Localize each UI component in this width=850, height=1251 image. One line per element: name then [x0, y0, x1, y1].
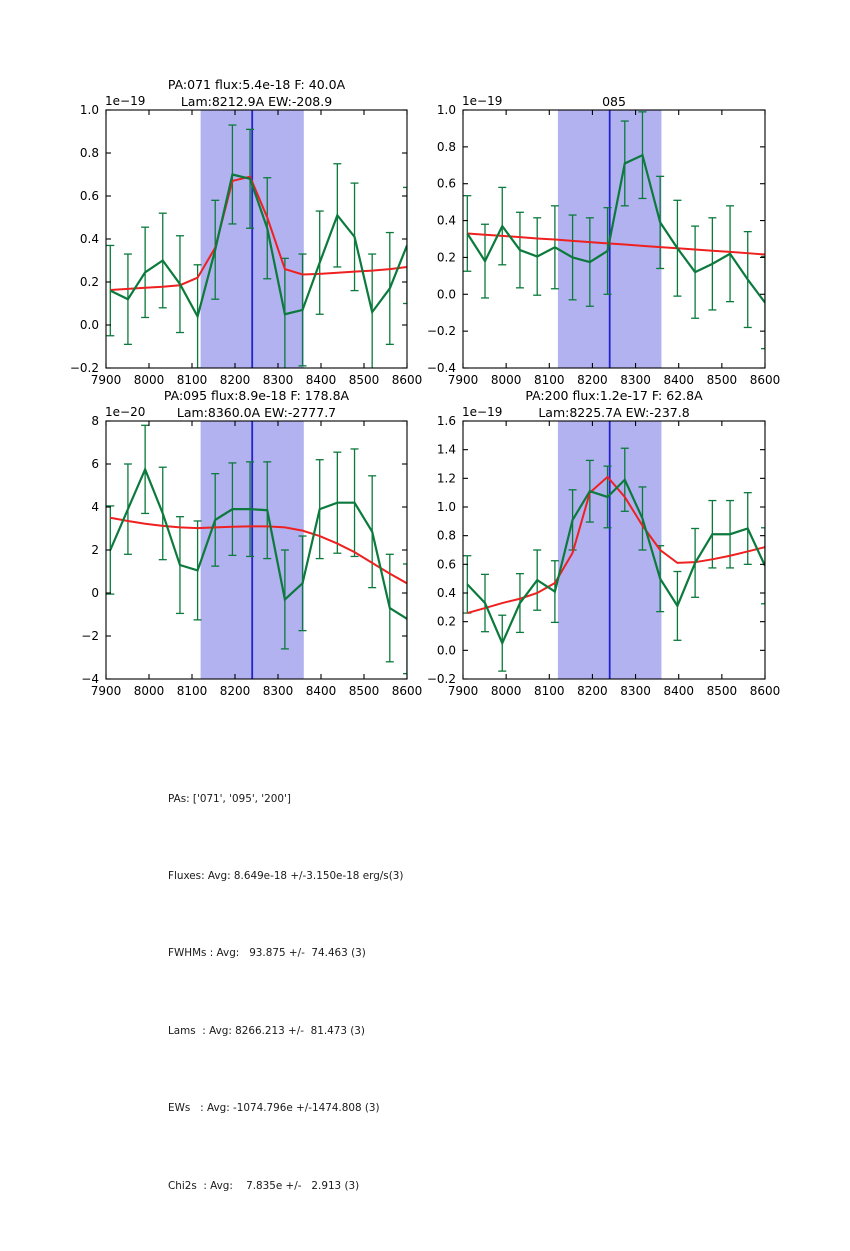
x-tick-label: 8100 [534, 684, 565, 698]
y-tick-label: 1.0 [79, 103, 99, 117]
y-tick-label: 0.2 [79, 275, 99, 289]
x-tick-label: 8200 [219, 684, 251, 698]
x-tick-label: 8500 [348, 684, 380, 698]
axis-offset-label: 1e−19 [462, 405, 503, 419]
stats-line-fluxes: Fluxes: Avg: 8.649e-18 +/-3.150e-18 erg/s(3) [168, 869, 404, 882]
y-tick-label: 4 [91, 500, 99, 514]
x-tick-label: 8200 [577, 684, 608, 698]
y-tick-label: 0.6 [436, 176, 456, 191]
y-tick-label: −2 [81, 629, 99, 643]
y-tick-label: 0.4 [436, 213, 456, 228]
x-tick-label: 8000 [133, 684, 165, 698]
plot-title-line: PA:200 flux:1.2e-17 F: 62.8A [525, 388, 703, 403]
axis-offset-label: 1e−19 [105, 94, 146, 108]
x-tick-label: 8600 [749, 373, 781, 387]
y-tick-label: 2 [91, 543, 99, 557]
y-tick-label: −0.4 [426, 361, 456, 375]
x-tick-label: 8600 [391, 684, 423, 698]
subplot-1 [427, 94, 780, 387]
subplot-3 [427, 388, 780, 698]
x-tick-label: 8000 [490, 373, 522, 387]
x-tick-label: 8500 [706, 373, 738, 387]
x-tick-label: 8100 [176, 373, 208, 387]
y-tick-label: 0.8 [436, 528, 456, 543]
x-tick-label: 8400 [663, 684, 694, 698]
y-tick-label: −0.2 [426, 324, 456, 339]
y-tick-label: 0.0 [436, 643, 456, 658]
x-tick-label: 8300 [262, 373, 294, 387]
axis-offset-label: 1e−20 [105, 405, 146, 419]
x-tick-label: 8600 [391, 373, 423, 387]
x-tick-label: 8300 [620, 373, 651, 387]
y-tick-label: 0.4 [79, 232, 99, 246]
y-tick-label: 0.0 [436, 287, 456, 302]
x-tick-label: 7900 [90, 373, 122, 387]
plot-title-line: Lam:8360.0A EW:-2777.7 [176, 405, 337, 420]
y-tick-label: 0.6 [436, 557, 456, 572]
y-tick-label: 0.0 [79, 318, 99, 332]
y-tick-label: 1.0 [436, 103, 456, 117]
x-tick-label: 8200 [577, 373, 608, 387]
x-tick-label: 8100 [176, 684, 208, 698]
x-tick-label: 8400 [305, 684, 337, 698]
x-tick-label: 8400 [305, 373, 337, 387]
plot-title-line: PA:071 flux:5.4e-18 F: 40.0A [167, 77, 346, 92]
x-tick-label: 8500 [706, 684, 738, 698]
y-tick-label: 1.0 [436, 500, 456, 514]
stats-line-fwhms: FWHMs : Avg: 93.875 +/- 74.463 (3) [168, 947, 366, 960]
subplot-2 [81, 388, 422, 698]
x-tick-label: 8000 [133, 373, 165, 387]
y-tick-label: −0.2 [69, 361, 99, 375]
y-tick-label: 8 [91, 414, 99, 428]
plot-title-line: 085 [602, 94, 626, 109]
y-tick-label: 0.8 [79, 146, 99, 160]
stats-line-pas: PAs: ['071', '095', '200'] [168, 792, 291, 805]
x-tick-label: 8600 [749, 684, 781, 698]
plot-title-line: Lam:8225.7A EW:-237.8 [538, 405, 690, 420]
stats-line-lams: Lams : Avg: 8266.213 +/- 81.473 (3) [168, 1024, 365, 1037]
x-tick-label: 7900 [447, 684, 479, 698]
y-tick-label: −4 [81, 672, 99, 686]
y-tick-label: 1.4 [436, 442, 456, 457]
plot-title-line: Lam:8212.9A EW:-208.9 [180, 94, 333, 109]
stats-block [168, 735, 403, 1251]
x-tick-label: 8400 [663, 373, 694, 387]
x-tick-label: 8300 [620, 684, 651, 698]
x-tick-label: 8300 [262, 684, 294, 698]
plot-title-line: PA:095 flux:8.9e-18 F: 178.8A [163, 388, 350, 403]
subplot-0 [70, 77, 422, 387]
y-tick-label: 0 [91, 586, 99, 600]
y-tick-label: 0.8 [436, 139, 456, 154]
y-tick-label: 0.2 [436, 614, 456, 629]
stats-line-chi2s: Chi2s : Avg: 7.835e +/- 2.913 (3) [168, 1179, 360, 1192]
x-tick-label: 7900 [90, 684, 122, 698]
y-tick-label: 0.2 [436, 250, 456, 265]
axis-offset-label: 1e−19 [462, 94, 503, 108]
y-tick-label: 0.4 [436, 586, 456, 600]
x-tick-label: 8100 [534, 373, 565, 387]
y-tick-label: 1.6 [436, 414, 456, 428]
x-tick-label: 8500 [348, 373, 380, 387]
x-tick-label: 8200 [219, 373, 251, 387]
y-tick-label: 6 [91, 457, 99, 471]
y-tick-label: 1.2 [436, 471, 456, 486]
x-tick-label: 8000 [490, 684, 522, 698]
y-tick-label: −0.2 [426, 672, 456, 686]
x-tick-label: 7900 [447, 373, 479, 387]
stats-line-ews: EWs : Avg: -1074.796e +/-1474.808 (3) [168, 1102, 380, 1115]
y-tick-label: 0.6 [79, 189, 99, 203]
